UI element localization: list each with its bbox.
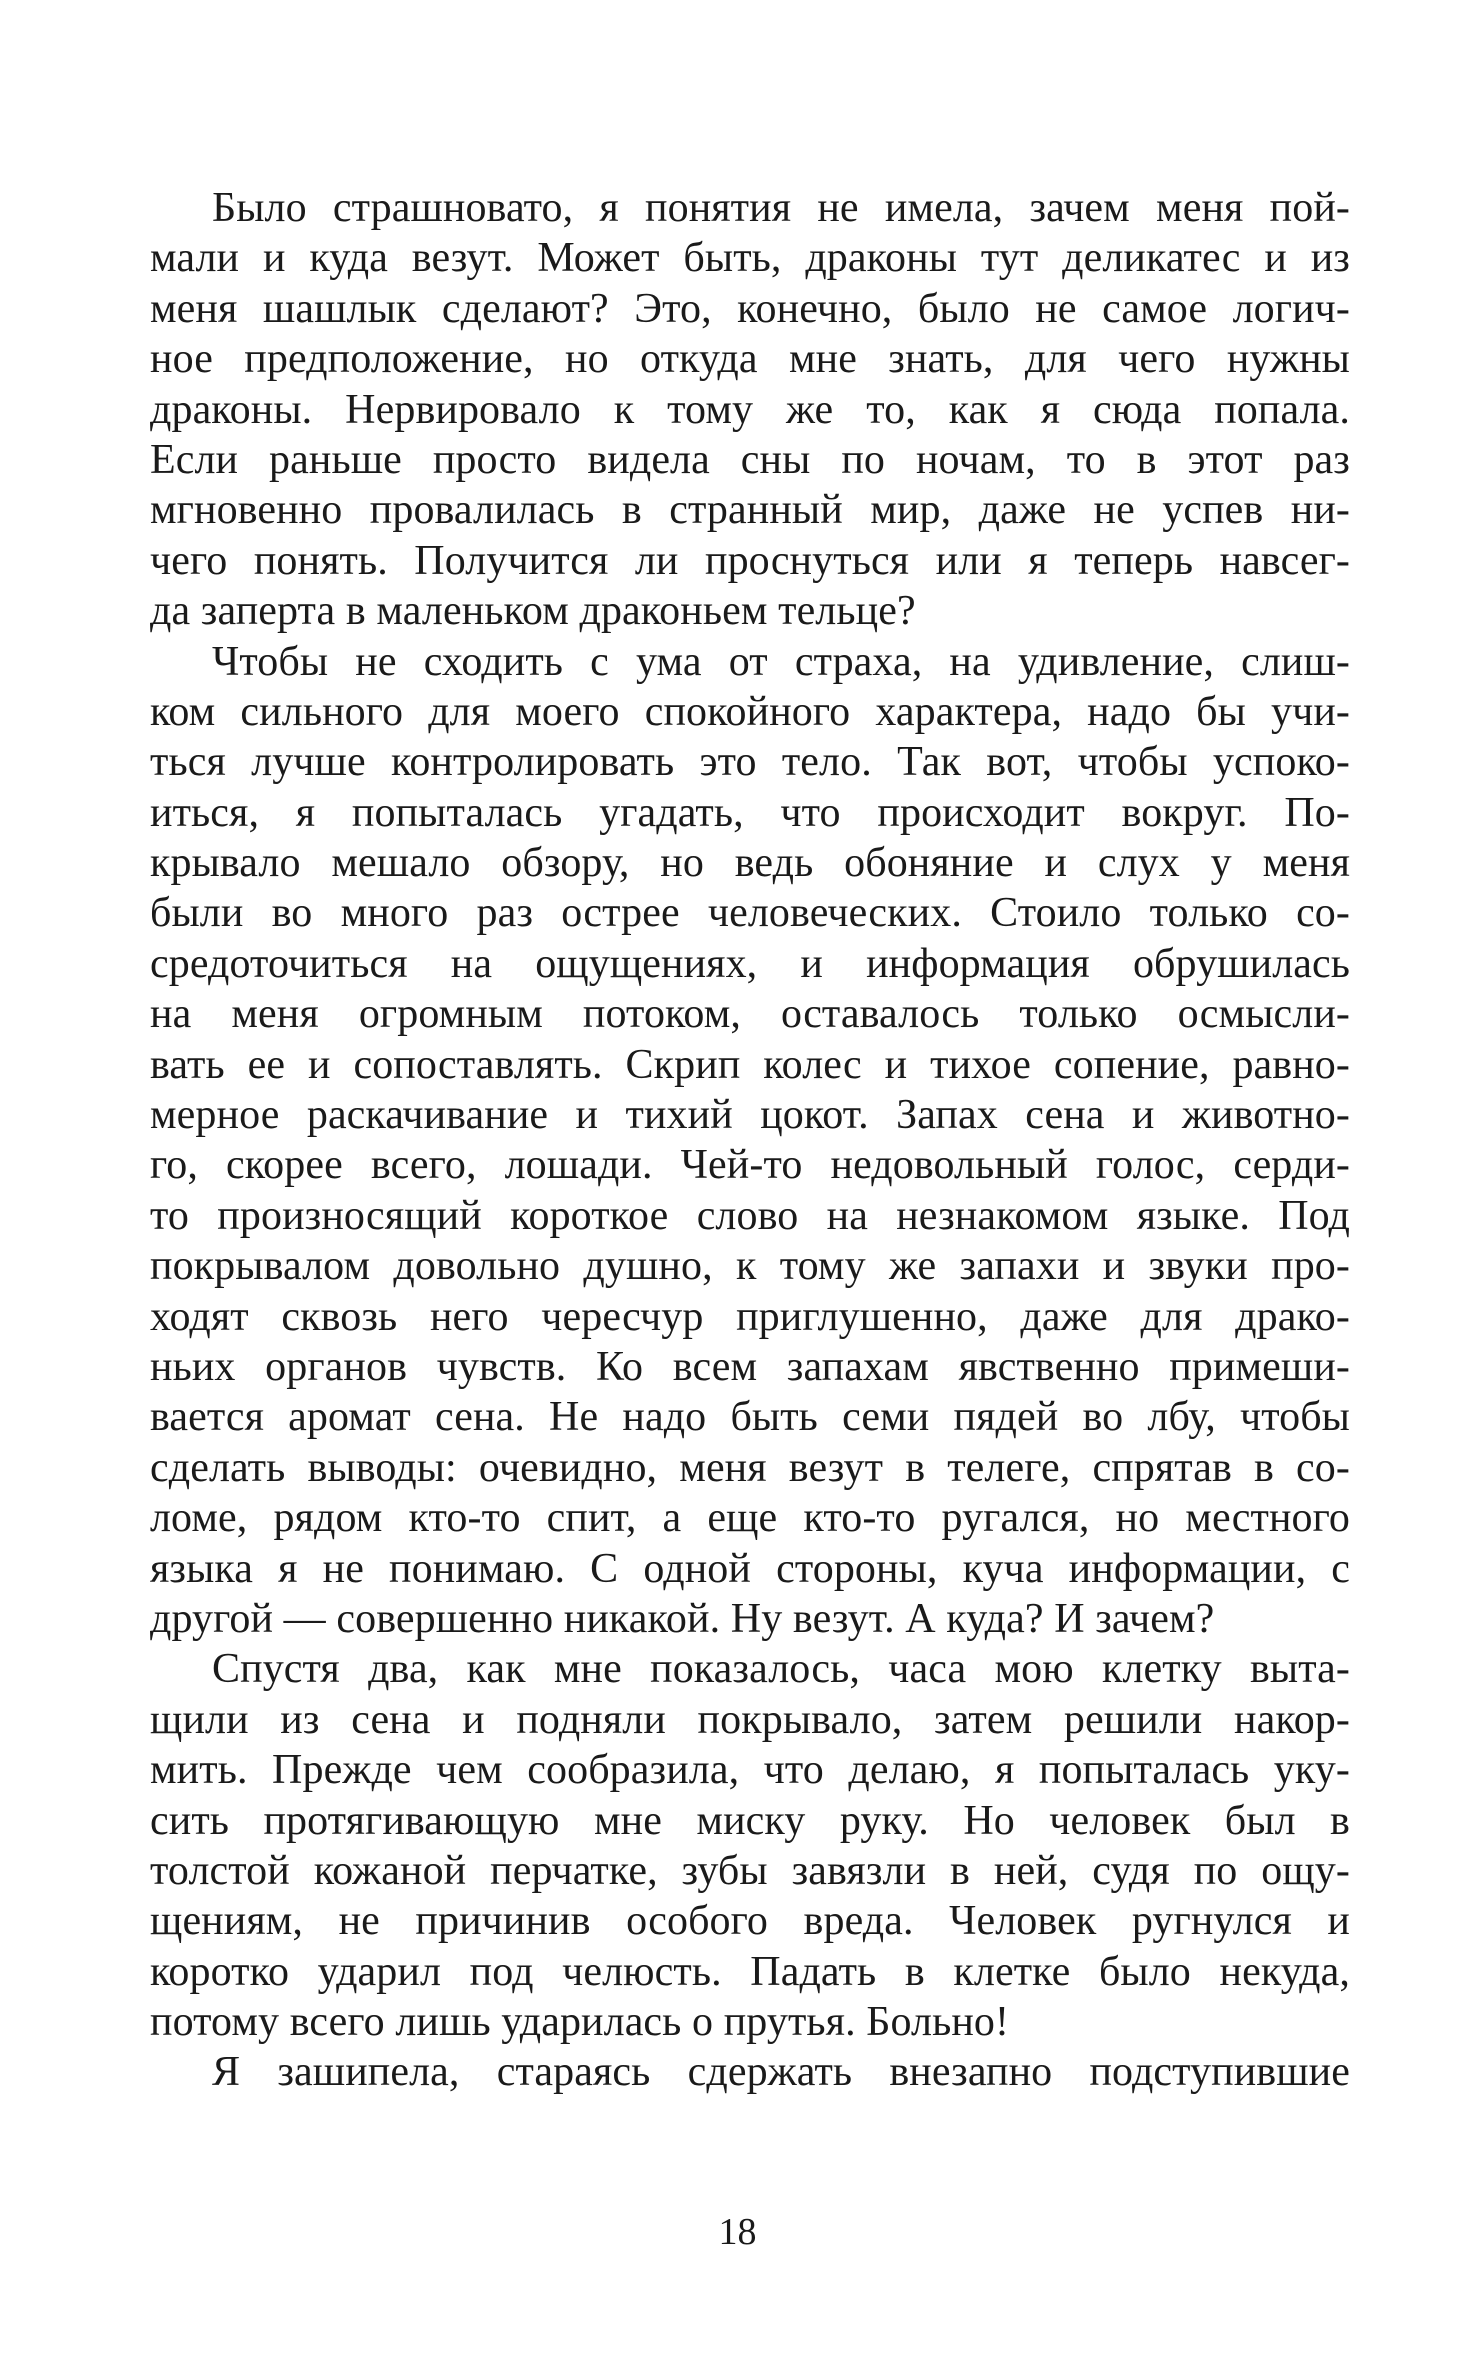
text-line: ломе, рядом кто-то спит, а еще кто-то ругался, но местного — [150, 1495, 1350, 1542]
text-line: были во много раз острее человеческих. Стоило только со- — [150, 890, 1350, 937]
text-line: драконы. Нервировало к тому же то, как я сюда попала. — [150, 386, 1350, 433]
text-line: на меня огромным потоком, оставалось только осмысли- — [150, 991, 1350, 1038]
page-number: 18 — [718, 2211, 757, 2253]
text-line: коротко ударил под челюсть. Падать в клетке было некуда, — [150, 1948, 1350, 1995]
text-line: вать ее и сопоставлять. Скрип колес и тихое сопение, равно- — [150, 1041, 1350, 1088]
text-line: вается аромат сена. Не надо быть семи пядей во лбу, чтобы — [150, 1394, 1350, 1441]
text-line: Я зашипела, стараясь сдержать внезапно подступившие — [212, 2049, 1350, 2096]
text-line: ходят сквозь него чересчур приглушенно, даже для драко- — [150, 1293, 1350, 1340]
text-line: иться, я попыталась угадать, что происходит вокруг. По- — [150, 789, 1350, 836]
text-line: щениям, не причинив особого вреда. Человек ругнулся и — [150, 1898, 1350, 1945]
text-line: толстой кожаной перчатке, зубы завязли в ней, судя по ощу- — [150, 1847, 1350, 1894]
text-line: мерное раскачивание и тихий цокот. Запах сена и животно- — [150, 1092, 1350, 1139]
text-line: сить протягивающую мне миску руку. Но человек был в — [150, 1797, 1350, 1844]
text-line: чего понять. Получится ли проснуться или я теперь навсег- — [150, 537, 1350, 584]
text-line: средоточиться на ощущениях, и информация обрушилась — [150, 940, 1350, 987]
text-line: мить. Прежде чем сообразила, что делаю, я попыталась уку- — [150, 1747, 1350, 1794]
text-line: крывало мешало обзору, но ведь обоняние и слух у меня — [150, 840, 1350, 887]
text-line: языка я не понимаю. С одной стороны, куча информации, с — [150, 1545, 1350, 1592]
text-line: то произносящий короткое слово на незнакомом языке. Под — [150, 1192, 1350, 1239]
text-line: сделать выводы: очевидно, меня везут в телеге, спрятав в со- — [150, 1444, 1350, 1491]
text-line: да заперта в маленьком драконьем тельце? — [150, 588, 916, 635]
text-line: щили из сена и подняли покрывало, затем решили накор- — [150, 1696, 1350, 1743]
paragraph — [150, 183, 1350, 637]
text-line: меня шашлык сделают? Это, конечно, было не самое логич- — [150, 285, 1350, 332]
paragraph — [150, 637, 1350, 1645]
text-line: Спустя два, как мне показалось, часа мою клетку выта- — [212, 1646, 1350, 1693]
text-line: Было страшновато, я понятия не имела, зачем меня пой- — [212, 185, 1350, 231]
text-line: ньих органов чувств. Ко всем запахам явственно примеши- — [150, 1343, 1350, 1390]
text-line: ное предположение, но откуда мне знать, для чего нужны — [150, 336, 1350, 383]
text-line: мали и куда везут. Может быть, драконы тут деликатес и из — [150, 235, 1350, 282]
text-line: ться лучше контролировать это тело. Так вот, чтобы успоко- — [150, 739, 1350, 786]
text-line: покрывалом довольно душно, к тому же запахи и звуки про- — [150, 1243, 1350, 1290]
body-text — [150, 183, 1350, 2098]
text-line: ком сильного для моего спокойного характера, надо бы учи- — [150, 688, 1350, 735]
text-line: мгновенно провалилась в странный мир, даже не успев ни- — [150, 487, 1350, 534]
paragraph — [150, 2047, 1350, 2097]
text-line: Чтобы не сходить с ума от страха, на удивление, слиш- — [212, 638, 1350, 685]
text-line: потому всего лишь ударилась о прутья. Больно! — [150, 1999, 1010, 2046]
text-line: другой — совершенно никакой. Ну везут. А куда? И зачем? — [150, 1595, 1215, 1642]
text-line: го, скорее всего, лошади. Чей-то недовольный голос, серди- — [150, 1142, 1350, 1189]
paragraph — [150, 1644, 1350, 2047]
text-line: Если раньше просто видела сны по ночам, то в этот раз — [150, 436, 1350, 483]
